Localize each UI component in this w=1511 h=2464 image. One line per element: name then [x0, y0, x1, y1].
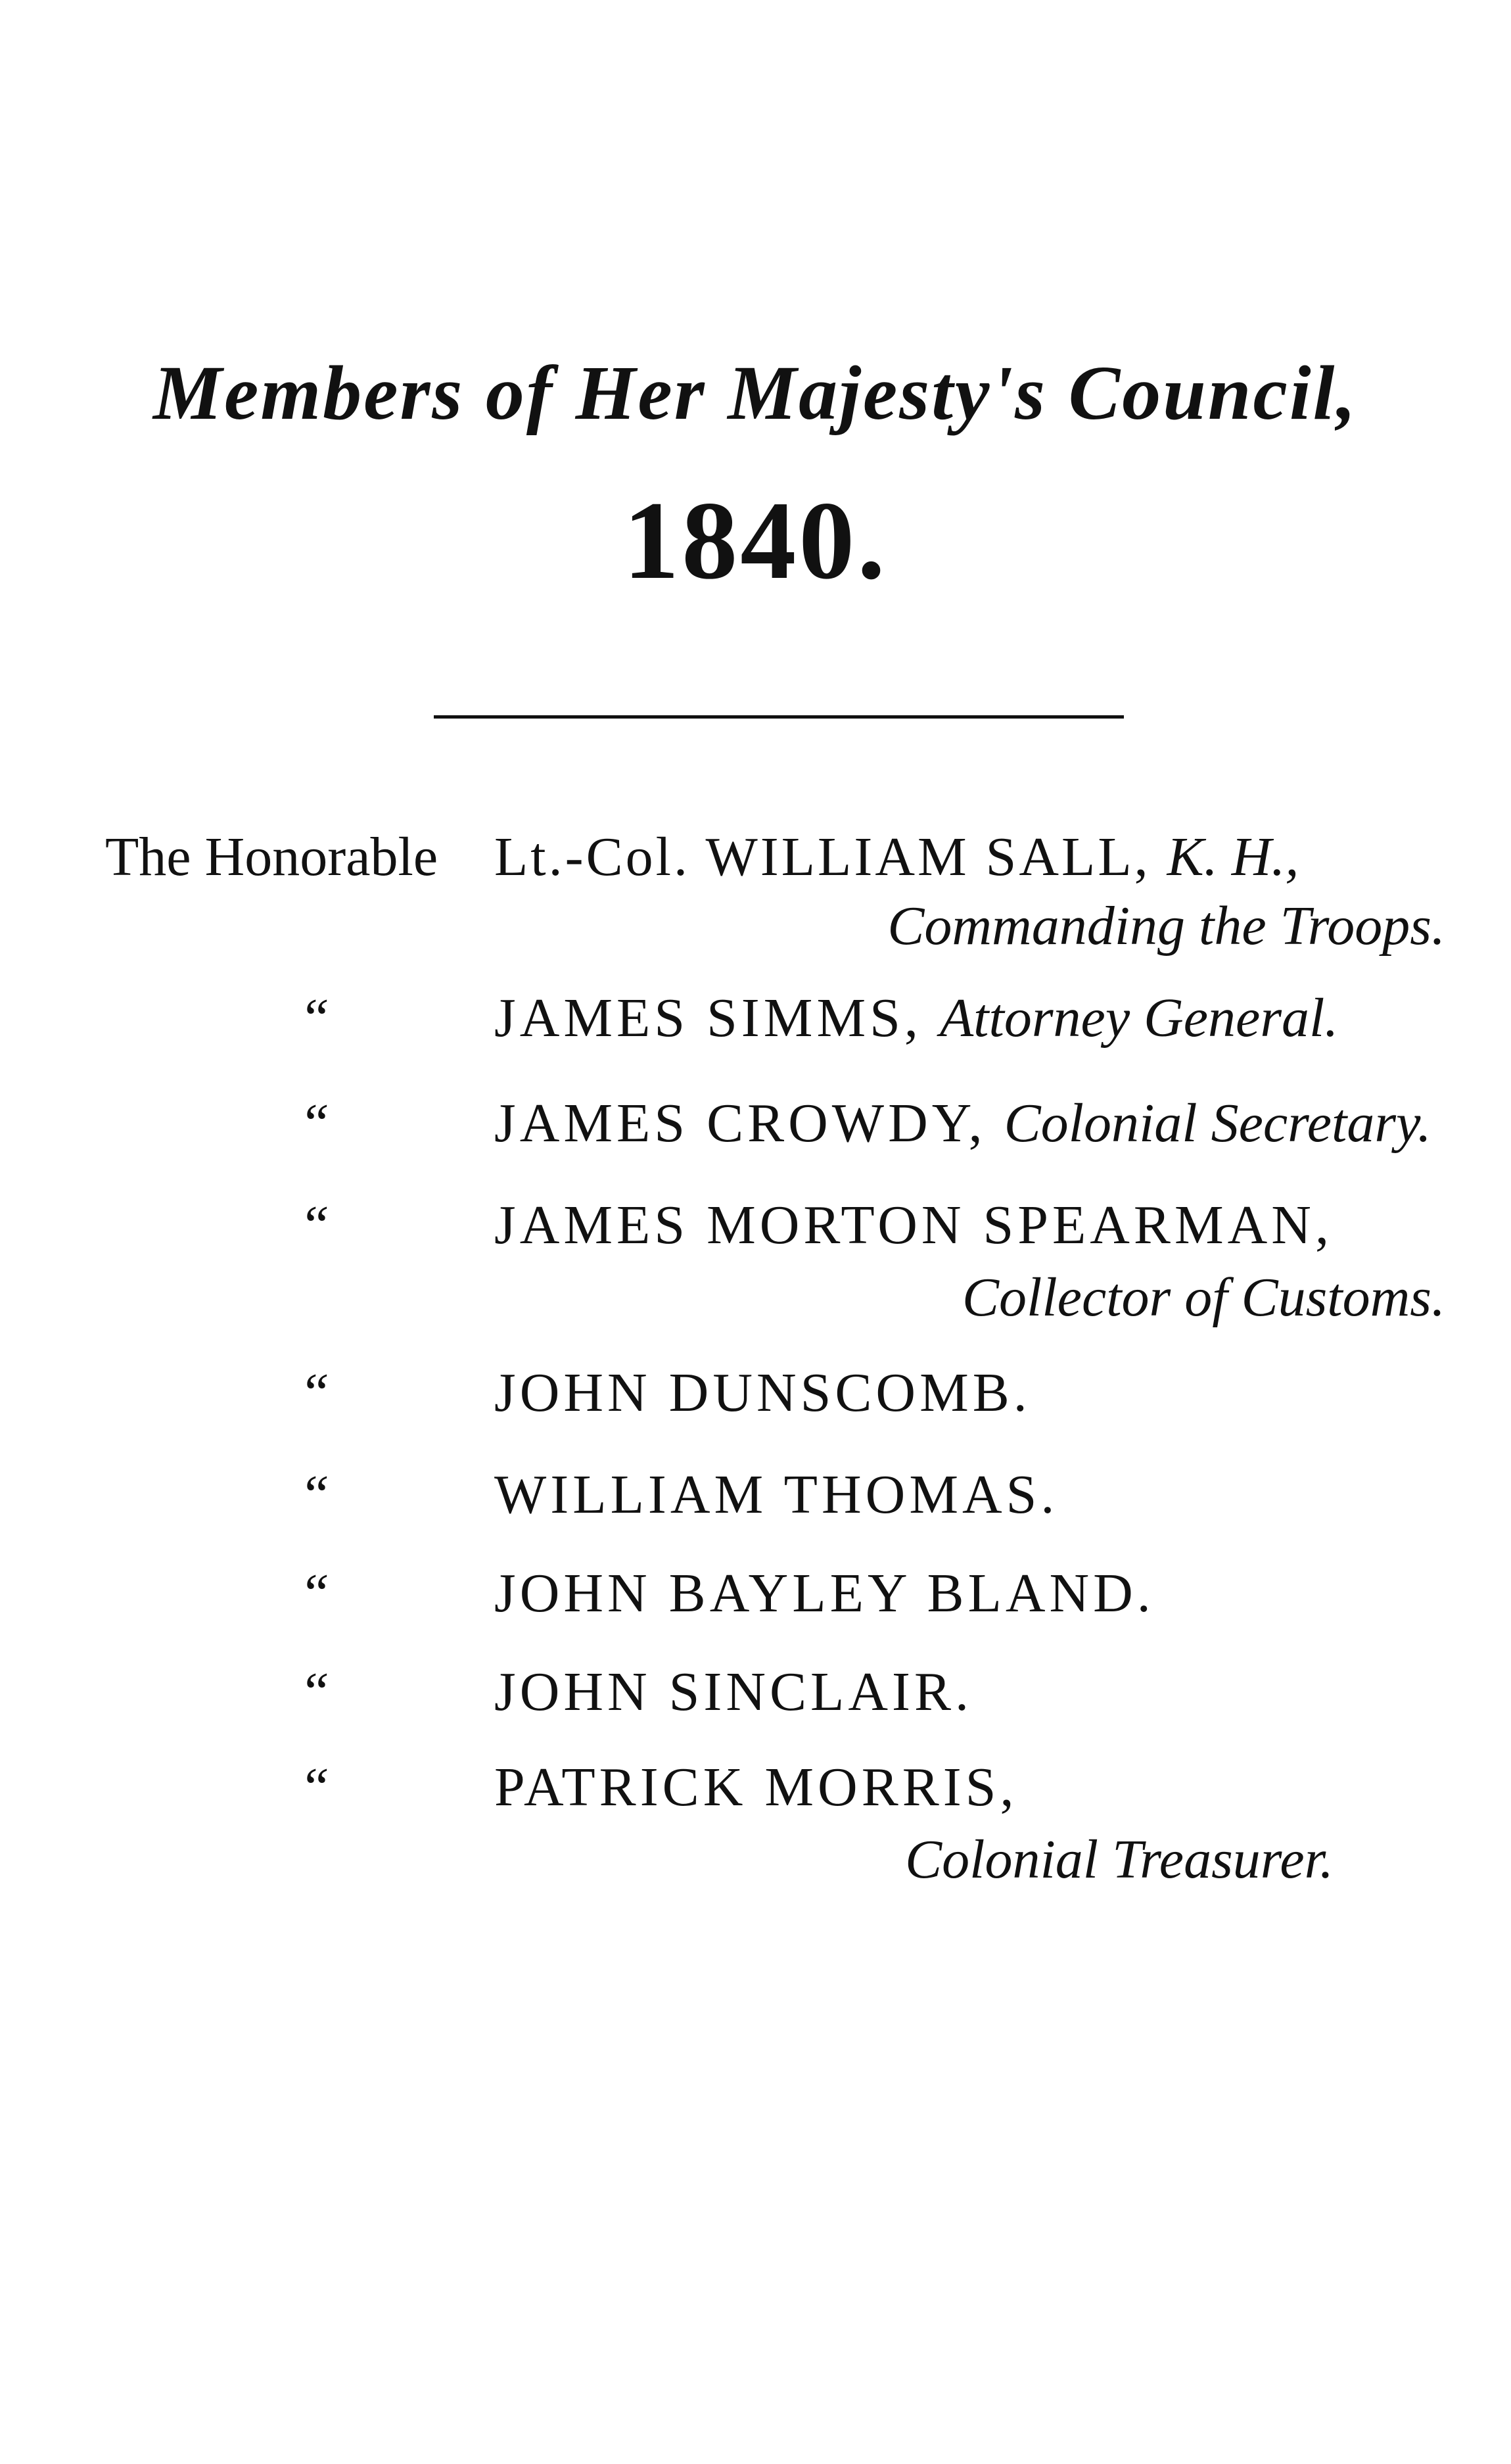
- member-office: Colonial Treasurer.: [905, 1829, 1334, 1890]
- ditto-mark: “: [299, 1362, 330, 1423]
- member-name: PATRICK MORRIS,: [494, 1757, 1018, 1818]
- member-name: [494, 1091, 1431, 1155]
- member-name: WILLIAM THOMAS.: [494, 1464, 1059, 1525]
- ditto-mark: “: [299, 1563, 330, 1624]
- member-name: [494, 986, 1338, 1050]
- member-name: JAMES MORTON SPEARMAN,: [494, 1195, 1333, 1256]
- member-name-text: Lt.-Col. WILLIAM SALL,: [494, 826, 1151, 888]
- ditto-mark: “: [299, 1464, 330, 1525]
- member-name: JOHN BAYLEY BLAND.: [494, 1563, 1155, 1624]
- ditto-mark: “: [299, 1757, 330, 1818]
- member-office: Colonial Secretary.: [1004, 1093, 1431, 1154]
- page-title: Members of Her Majesty's Council,: [153, 350, 1358, 436]
- member-name-text: JAMES CROWDY,: [494, 1093, 987, 1154]
- ditto-mark: “: [299, 1195, 330, 1256]
- member-name: [494, 825, 1299, 889]
- member-name: JOHN SINCLAIR.: [494, 1661, 973, 1722]
- page-year: 1840.: [623, 479, 888, 602]
- member-prefix: The Honorable: [105, 826, 438, 888]
- ditto-mark: “: [299, 987, 330, 1049]
- divider-rule: [434, 715, 1124, 719]
- ditto-mark: “: [299, 1093, 330, 1154]
- ditto-mark: “: [299, 1661, 330, 1722]
- member-office: Commanding the Troops.: [887, 895, 1445, 957]
- member-honours: K. H.,: [1167, 826, 1299, 888]
- member-name-text: JAMES SIMMS,: [494, 987, 922, 1049]
- member-name: JOHN DUNSCOMB.: [494, 1362, 1031, 1423]
- member-office: Attorney General.: [939, 987, 1339, 1049]
- member-office: Collector of Customs.: [962, 1267, 1445, 1328]
